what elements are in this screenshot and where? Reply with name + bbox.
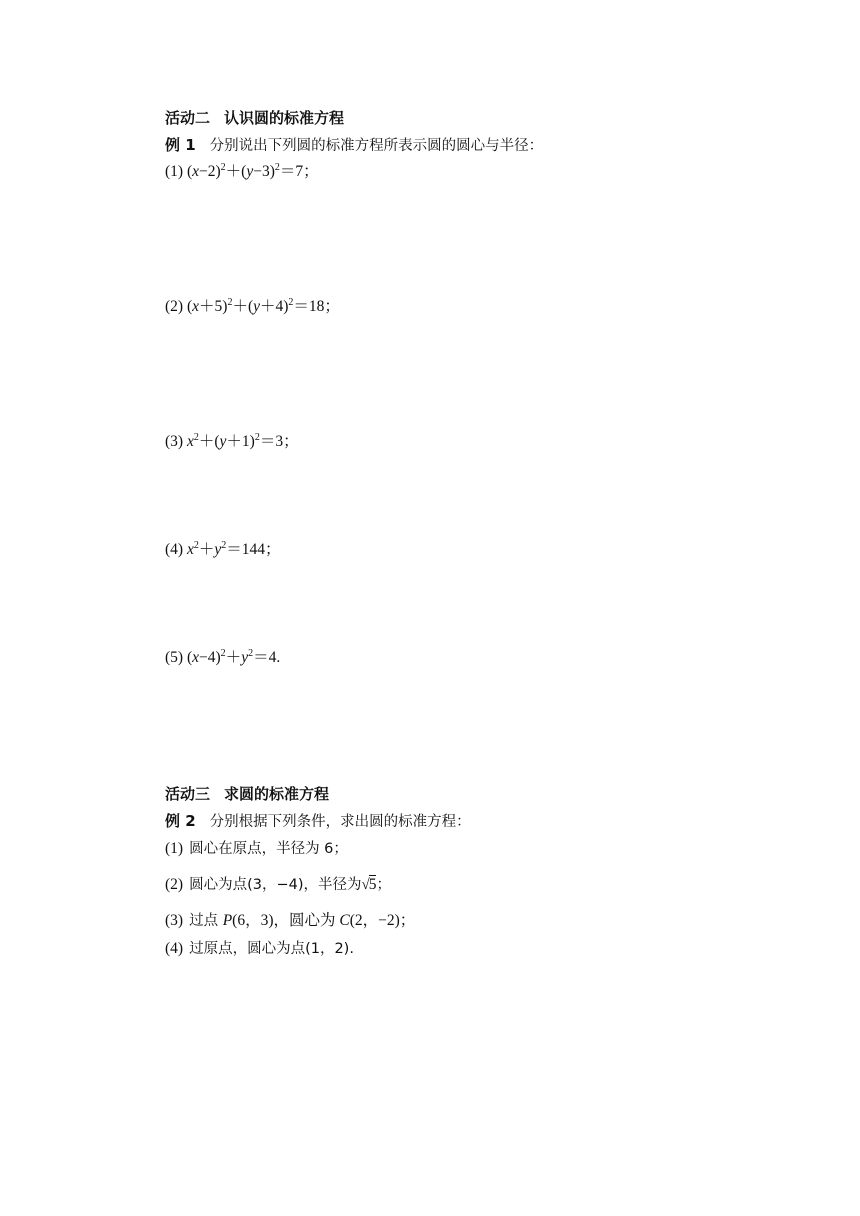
item-text: 过原点，圆心为点(1，2).: [189, 941, 354, 957]
example-two-question: 分别根据下列条件，求出圆的标准方程：: [209, 814, 471, 830]
example-one-item-5: (5) $(x-4)^2+y^2=4$.: [165, 648, 281, 666]
example-two-item-3: [165, 910, 415, 931]
example-one-label: 例 1: [165, 136, 196, 154]
square-root: √5: [361, 876, 377, 893]
activity-two-title: 认识圆的标准方程: [224, 109, 345, 127]
item-number: (3): [165, 912, 184, 929]
item-number: (2): [165, 298, 184, 315]
example-two-label: 例 2: [165, 812, 196, 830]
example-two-item-1: [165, 838, 348, 859]
example-one-item-4: (4) $x^2+y^2=144$；: [165, 540, 281, 558]
item-text-end: (2，−2)；: [349, 912, 416, 929]
example-one-question: 分别说出下列圆的标准方程所表示圆的圆心与半径：: [209, 138, 544, 154]
item-number: (3): [165, 433, 184, 450]
example-one-item-2: (2) $(x+5)^2+(y+4)^2=18$；: [165, 297, 340, 315]
item-number: (4): [165, 940, 184, 957]
item-number: (1): [165, 840, 184, 857]
example-one-prompt: [165, 135, 543, 156]
example-two-item-2: [165, 874, 391, 895]
item-text-mid: (6，3)，圆心为: [232, 912, 340, 929]
item-punctuation: ；: [376, 877, 391, 893]
point-p: P: [222, 912, 233, 929]
item-text: 过点: [189, 913, 223, 929]
item-number: (2): [165, 876, 184, 893]
radicand: 5: [368, 876, 377, 893]
item-text: 圆心为点(3，−4)，半径为: [189, 877, 362, 893]
activity-three-number: 活动三: [165, 785, 211, 803]
example-one-item-3: (3) $x^2+(y+1)^2=3$；: [165, 432, 299, 450]
activity-three-title: 求圆的标准方程: [224, 785, 330, 803]
activity-three-heading: [165, 784, 329, 804]
activity-two-heading: [165, 108, 344, 128]
item-number: (5): [165, 649, 184, 666]
example-one-item-1: (1) $(x-2)^2+(y-3)^2=7$；: [165, 162, 319, 180]
activity-two-number: 活动二: [165, 109, 211, 127]
point-c: C: [339, 912, 350, 929]
item-number: (4): [165, 541, 184, 558]
item-number: (1): [165, 163, 184, 180]
example-two-item-4: [165, 938, 354, 959]
example-two-prompt: [165, 811, 471, 832]
item-text: 圆心在原点，半径为 6；: [189, 841, 348, 857]
